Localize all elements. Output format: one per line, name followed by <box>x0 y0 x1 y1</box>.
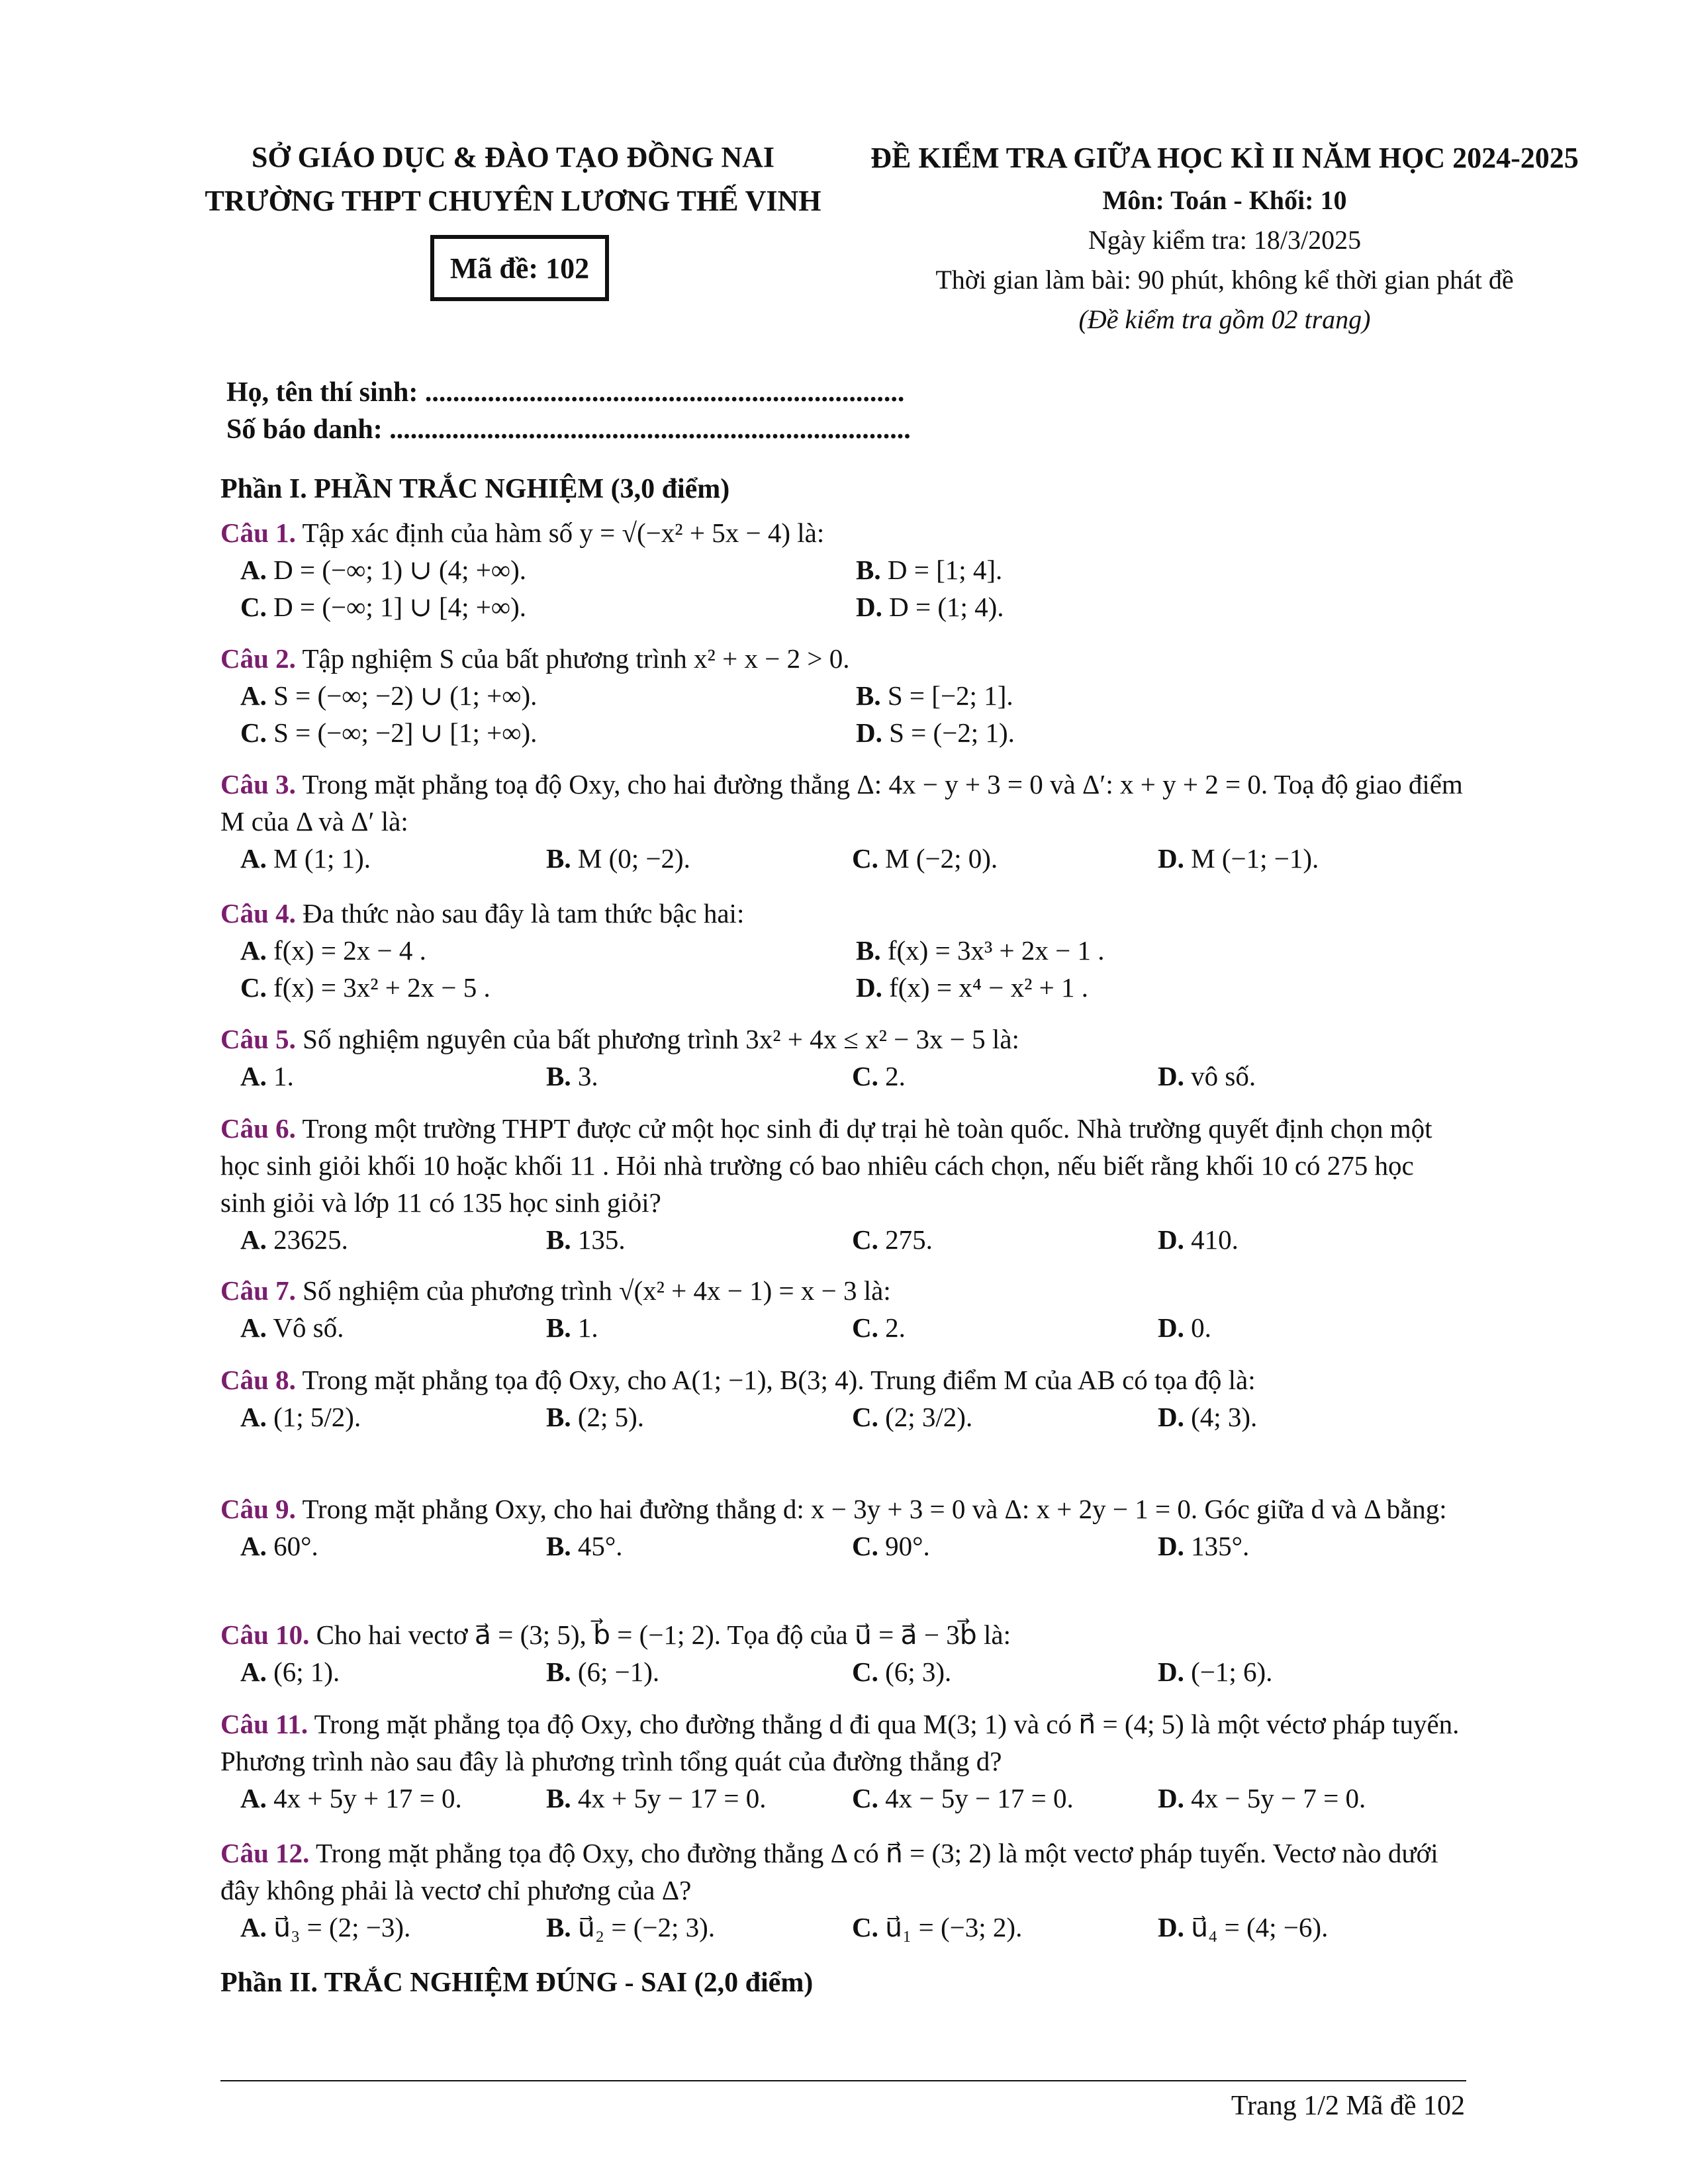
question-6 <box>220 1110 1465 1258</box>
answer-option <box>852 1780 1158 1817</box>
question-text: Tập nghiệm S của bất phương trình x² + x − 2 > 0. <box>302 643 850 674</box>
option-letter: D. <box>1158 1657 1184 1687</box>
question-label: Câu 2. <box>220 643 296 674</box>
option-text: 135. <box>577 1224 626 1255</box>
question-1 <box>220 514 1465 625</box>
option-text: u⃗₂ = (−2; 3). <box>577 1912 716 1942</box>
option-text: u⃗₁ = (−3; 2). <box>885 1912 1023 1942</box>
answer-option <box>240 677 856 714</box>
option-text: 23625. <box>273 1224 348 1255</box>
option-text: (2; 5). <box>577 1402 645 1432</box>
option-text: f(x) = 2x − 4 . <box>273 935 426 966</box>
answer-option <box>546 1309 852 1346</box>
answer-option <box>240 1527 546 1565</box>
option-text: (6; −1). <box>577 1657 660 1687</box>
option-letter: A. <box>240 680 267 711</box>
question-label: Câu 11. <box>220 1709 308 1739</box>
option-letter: C. <box>240 972 267 1003</box>
option-letter: B. <box>546 1402 571 1432</box>
answer-option <box>240 1780 546 1817</box>
question-3 <box>220 766 1465 877</box>
answer-options <box>220 1058 1465 1095</box>
option-text: (−1; 6). <box>1191 1657 1273 1687</box>
question-text: Trong mặt phẳng Oxy, cho hai đường thẳng d: x − 3y + 3 = 0 và Δ: x + 2y − 1 = 0. Góc giữa d và Δ bằng: <box>302 1494 1447 1524</box>
option-text: f(x) = 3x² + 2x − 5 . <box>273 972 491 1003</box>
option-letter: D. <box>1158 1783 1184 1813</box>
answer-option <box>852 1058 1158 1095</box>
question-text: Trong một trường THPT được cử một học sinh đi dự trại hè toàn quốc. Nhà trường quyết định chọn một học sinh giỏi khối 10 hoặc khối 11 . Hỏi nhà trường có bao nhiêu cách chọn, nếu biết rằng khối 10 có 275 học sinh giỏi và lớp 11 có 135 học sinh giỏi? <box>220 1113 1432 1218</box>
student-name-line: Họ, tên thí sinh: ..................................................................... <box>226 377 905 408</box>
option-letter: A. <box>240 1224 267 1255</box>
option-text: 45°. <box>577 1531 623 1561</box>
option-text: Vô số. <box>273 1312 344 1343</box>
answer-options <box>220 1653 1465 1690</box>
answer-option <box>1158 1058 1464 1095</box>
answer-options <box>220 840 1465 877</box>
option-letter: D. <box>1158 1061 1184 1091</box>
option-letter: D. <box>1158 1402 1184 1432</box>
question-8 <box>220 1361 1465 1435</box>
option-text: 3. <box>577 1061 598 1091</box>
question-text: Trong mặt phẳng tọa độ Oxy, cho A(1; −1), B(3; 4). Trung điểm M của AB có tọa độ là: <box>302 1365 1256 1395</box>
option-text: 2. <box>885 1312 906 1343</box>
answer-options <box>220 1527 1465 1565</box>
student-id-line: Số báo danh: ........................................................................... <box>226 414 911 445</box>
answer-options <box>220 932 1465 1006</box>
option-text: 135°. <box>1191 1531 1250 1561</box>
option-letter: D. <box>1158 1224 1184 1255</box>
option-text: S = (−2; 1). <box>889 717 1015 748</box>
section-1-title: Phần I. PHẦN TRẮC NGHIỆM (3,0 điểm) <box>220 474 730 504</box>
answer-option <box>546 1653 852 1690</box>
answer-option <box>1158 840 1464 877</box>
option-letter: A. <box>240 1783 267 1813</box>
option-text: M (−1; −1). <box>1191 843 1319 874</box>
answer-option <box>240 932 856 969</box>
option-letter: B. <box>546 1531 571 1561</box>
question-10 <box>220 1616 1465 1690</box>
answer-option <box>856 551 1472 588</box>
question-label: Câu 10. <box>220 1619 310 1650</box>
option-text: 0. <box>1191 1312 1211 1343</box>
exam-code-box: Mã đề: 102 <box>430 235 609 301</box>
option-letter: B. <box>856 935 881 966</box>
answer-option <box>240 1909 546 1946</box>
option-text: D = (−∞; 1] ∪ [4; +∞). <box>273 592 527 622</box>
option-letter: D. <box>1158 1312 1184 1343</box>
question-stem <box>220 766 1465 840</box>
answer-option <box>856 588 1472 625</box>
answer-option <box>240 1058 546 1095</box>
option-text: (6; 1). <box>273 1657 340 1687</box>
option-letter: A. <box>240 1912 267 1942</box>
answer-option <box>852 840 1158 877</box>
answer-option <box>546 840 852 877</box>
option-text: 4x + 5y + 17 = 0. <box>273 1783 462 1813</box>
option-letter: B. <box>546 1657 571 1687</box>
question-label: Câu 12. <box>220 1838 310 1868</box>
answer-option <box>546 1780 852 1817</box>
option-letter: A. <box>240 1402 267 1432</box>
option-letter: C. <box>240 592 267 622</box>
answer-options <box>220 1780 1465 1817</box>
exam-page-count: (Đề kiểm tra gồm 02 trang) <box>1078 304 1371 334</box>
option-letter: C. <box>852 1531 878 1561</box>
option-letter: D. <box>1158 1531 1184 1561</box>
option-text: D = (−∞; 1) ∪ (4; +∞). <box>273 555 527 585</box>
question-stem <box>220 1835 1465 1909</box>
question-label: Câu 8. <box>220 1365 296 1395</box>
answer-option <box>1158 1653 1464 1690</box>
option-letter: C. <box>852 1061 878 1091</box>
answer-option <box>240 1653 546 1690</box>
option-letter: B. <box>546 843 571 874</box>
option-letter: B. <box>546 1061 571 1091</box>
question-stem <box>220 1272 1465 1309</box>
exam-title: ĐỀ KIỂM TRA GIỮA HỌC KÌ II NĂM HỌC 2024-2025 <box>870 142 1579 174</box>
student-info <box>226 374 911 448</box>
option-letter: A. <box>240 1061 267 1091</box>
department-name: SỞ GIÁO DỤC & ĐÀO TẠO ĐỒNG NAI <box>251 141 775 173</box>
option-letter: C. <box>852 1783 878 1813</box>
answer-option <box>240 840 546 877</box>
answer-option <box>546 1058 852 1095</box>
option-letter: A. <box>240 555 267 585</box>
option-letter: A. <box>240 1312 267 1343</box>
option-letter: B. <box>546 1783 571 1813</box>
option-text: (2; 3/2). <box>885 1402 973 1432</box>
section-2-title: Phần II. TRẮC NGHIỆM ĐÚNG - SAI (2,0 điểm) <box>220 1968 814 1998</box>
school-header <box>165 136 861 223</box>
answer-option <box>546 1398 852 1435</box>
answer-option <box>1158 1909 1464 1946</box>
option-text: 4x − 5y − 17 = 0. <box>885 1783 1074 1813</box>
answer-option <box>852 1309 1158 1346</box>
answer-option <box>852 1909 1158 1946</box>
answer-option <box>240 1398 546 1435</box>
option-text: 60°. <box>273 1531 318 1561</box>
option-text: M (0; −2). <box>577 843 690 874</box>
question-stem <box>220 1490 1465 1527</box>
answer-option <box>240 588 856 625</box>
page-footer: Trang 1/2 Mã đề 102 <box>1231 2091 1465 2121</box>
question-11 <box>220 1706 1465 1817</box>
option-letter: D. <box>856 592 882 622</box>
option-text: D = [1; 4]. <box>887 555 1003 585</box>
question-9 <box>220 1490 1465 1565</box>
answer-options <box>220 1398 1465 1435</box>
option-text: 1. <box>577 1312 598 1343</box>
question-text: Trong mặt phẳng toạ độ Oxy, cho hai đường thẳng Δ: 4x − y + 3 = 0 và Δ′: x + y + 2 = 0. Toạ độ giao điểm M của Δ và Δ′ là: <box>220 769 1463 837</box>
question-stem <box>220 1110 1465 1221</box>
option-text: 4x + 5y − 17 = 0. <box>577 1783 767 1813</box>
option-text: 2. <box>885 1061 906 1091</box>
answer-options <box>220 677 1465 751</box>
question-text: Đa thức nào sau đây là tam thức bậc hai: <box>303 898 745 929</box>
answer-option <box>852 1221 1158 1258</box>
question-stem <box>220 1361 1465 1398</box>
option-letter: D. <box>856 717 882 748</box>
exam-header <box>827 136 1622 340</box>
option-text: (4; 3). <box>1191 1402 1258 1432</box>
question-4 <box>220 895 1465 1006</box>
answer-option <box>1158 1780 1464 1817</box>
answer-option <box>1158 1398 1464 1435</box>
option-letter: D. <box>1158 843 1184 874</box>
option-text: (1; 5/2). <box>273 1402 361 1432</box>
option-text: 4x − 5y − 7 = 0. <box>1191 1783 1366 1813</box>
option-letter: C. <box>852 1912 878 1942</box>
school-name: TRƯỜNG THPT CHUYÊN LƯƠNG THẾ VINH <box>205 185 821 217</box>
question-stem <box>220 514 1465 551</box>
answer-option <box>1158 1309 1464 1346</box>
option-letter: A. <box>240 843 267 874</box>
option-letter: B. <box>546 1224 571 1255</box>
answer-option <box>240 714 856 751</box>
question-text: Trong mặt phẳng tọa độ Oxy, cho đường thẳng d đi qua M(3; 1) và có n⃗ = (4; 5) là một véctơ pháp tuyến. Phương trình nào sau đây là phương trình tổng quát của đường thẳng d? <box>220 1709 1460 1776</box>
answer-options <box>220 1309 1465 1346</box>
question-12 <box>220 1835 1465 1946</box>
option-letter: D. <box>1158 1912 1184 1942</box>
footer-divider <box>220 2080 1466 2081</box>
answer-option <box>852 1653 1158 1690</box>
answer-option <box>856 969 1472 1006</box>
answer-option <box>1158 1527 1464 1565</box>
option-letter: B. <box>856 680 881 711</box>
answer-option <box>856 677 1472 714</box>
question-text: Số nghiệm của phương trình √(x² + 4x − 1) = x − 3 là: <box>303 1275 891 1306</box>
option-text: u⃗₄ = (4; −6). <box>1191 1912 1329 1942</box>
answer-option <box>546 1909 852 1946</box>
option-text: vô số. <box>1191 1061 1256 1091</box>
option-letter: C. <box>240 717 267 748</box>
exam-subject: Môn: Toán - Khối: 10 <box>1102 185 1347 215</box>
option-text: M (1; 1). <box>273 843 371 874</box>
option-text: 90°. <box>885 1531 930 1561</box>
answer-option <box>240 1309 546 1346</box>
option-letter: B. <box>546 1312 571 1343</box>
answer-option <box>856 714 1472 751</box>
question-stem <box>220 1021 1465 1058</box>
question-text: Cho hai vectơ a⃗ = (3; 5), b⃗ = (−1; 2). Tọa độ của u⃗ = a⃗ − 3b⃗ là: <box>316 1619 1011 1650</box>
option-letter: A. <box>240 1657 267 1687</box>
exam-date: Ngày kiểm tra: 18/3/2025 <box>1088 225 1362 255</box>
answer-option <box>1158 1221 1464 1258</box>
answer-option <box>546 1221 852 1258</box>
question-label: Câu 3. <box>220 769 296 799</box>
answer-option <box>546 1527 852 1565</box>
option-text: f(x) = x⁴ − x² + 1 . <box>889 972 1089 1003</box>
question-stem <box>220 895 1465 932</box>
question-7 <box>220 1272 1465 1346</box>
option-letter: A. <box>240 1531 267 1561</box>
question-label: Câu 5. <box>220 1024 296 1054</box>
question-label: Câu 7. <box>220 1275 296 1306</box>
option-text: f(x) = 3x³ + 2x − 1 . <box>887 935 1105 966</box>
option-text: 275. <box>885 1224 933 1255</box>
answer-options <box>220 1221 1465 1258</box>
question-text: Trong mặt phẳng tọa độ Oxy, cho đường thẳng Δ có n⃗ = (3; 2) là một vectơ pháp tuyến. Vectơ nào dưới đây không phải là vectơ chỉ phương của Δ? <box>220 1838 1438 1905</box>
question-label: Câu 9. <box>220 1494 296 1524</box>
question-label: Câu 4. <box>220 898 296 929</box>
option-letter: D. <box>856 972 882 1003</box>
question-stem <box>220 640 1465 677</box>
option-letter: C. <box>852 1402 878 1432</box>
answer-option <box>240 1221 546 1258</box>
question-text: Số nghiệm nguyên của bất phương trình 3x² + 4x ≤ x² − 3x − 5 là: <box>303 1024 1019 1054</box>
option-text: S = (−∞; −2] ∪ [1; +∞). <box>273 717 538 748</box>
option-letter: C. <box>852 843 878 874</box>
option-text: D = (1; 4). <box>889 592 1004 622</box>
option-letter: C. <box>852 1224 878 1255</box>
question-label: Câu 6. <box>220 1113 296 1144</box>
question-5 <box>220 1021 1465 1095</box>
option-text: (6; 3). <box>885 1657 952 1687</box>
option-letter: B. <box>546 1912 571 1942</box>
option-letter: A. <box>240 935 267 966</box>
option-text: M (−2; 0). <box>885 843 998 874</box>
question-text: Tập xác định của hàm số y = √(−x² + 5x − 4) là: <box>302 518 825 548</box>
option-letter: B. <box>856 555 881 585</box>
question-label: Câu 1. <box>220 518 296 548</box>
option-letter: C. <box>852 1657 878 1687</box>
answer-option <box>240 551 856 588</box>
option-text: 1. <box>273 1061 294 1091</box>
answer-options <box>220 1909 1465 1946</box>
option-text: u⃗₃ = (2; −3). <box>273 1912 411 1942</box>
exam-duration: Thời gian làm bài: 90 phút, không kể thời gian phát đề <box>935 265 1514 295</box>
answer-option <box>852 1527 1158 1565</box>
option-text: 410. <box>1191 1224 1239 1255</box>
question-stem <box>220 1616 1465 1653</box>
answer-options <box>220 551 1465 625</box>
answer-option <box>856 932 1472 969</box>
option-text: S = (−∞; −2) ∪ (1; +∞). <box>273 680 538 711</box>
option-letter: C. <box>852 1312 878 1343</box>
answer-option <box>852 1398 1158 1435</box>
question-stem <box>220 1706 1465 1780</box>
option-text: S = [−2; 1]. <box>887 680 1013 711</box>
question-2 <box>220 640 1465 751</box>
answer-option <box>240 969 856 1006</box>
